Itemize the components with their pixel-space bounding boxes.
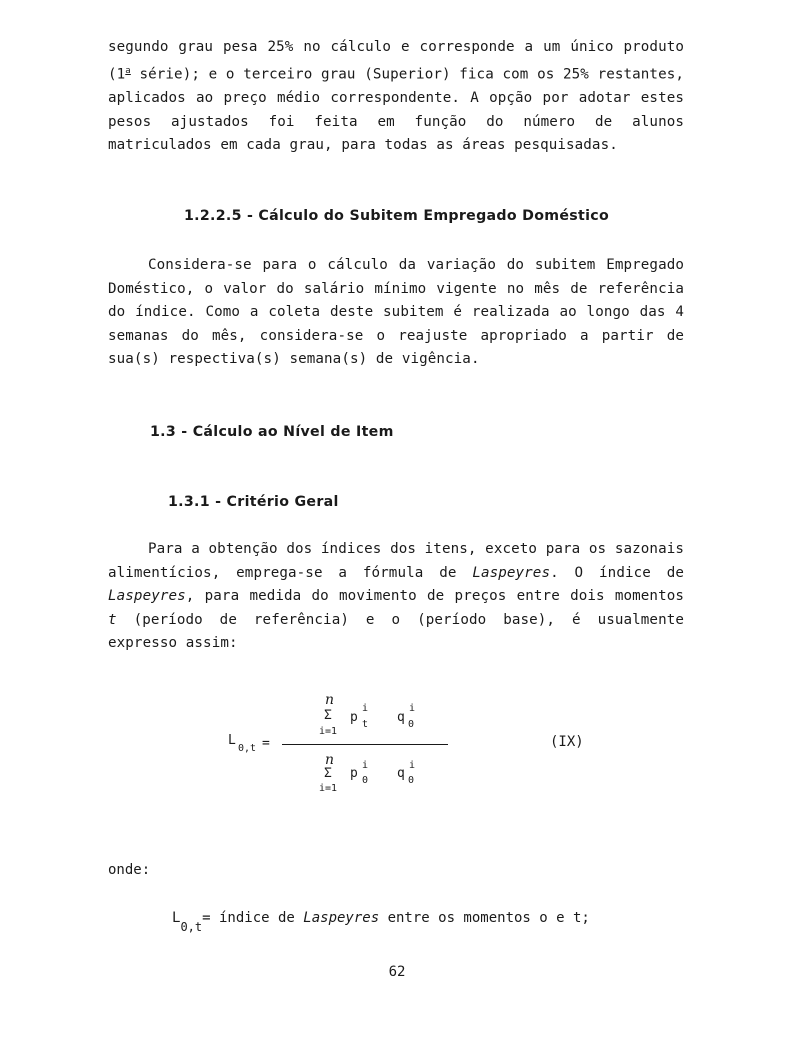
paragraph-text: , para medida do movimento de preços entre dois momentos (185, 588, 684, 605)
paragraph-text: segundo grau pesa 25% no cálculo e corresponde a um único produto (1 (108, 39, 684, 83)
definition-text: = índice de (202, 910, 304, 926)
italic-term: Laspeyres (472, 564, 551, 581)
denominator-upper-limit: n (325, 752, 335, 768)
page-number: 62 (388, 964, 406, 980)
definition-symbol: L (172, 910, 181, 926)
numerator-q-subscript: 0 (408, 719, 415, 730)
paragraph-text: Considera-se para o cálculo da variação do subitem Empregado Doméstico, o valor do salário mínimo vigente no mês de referência do índice. Como a coleta deste subitem é realizada ao longo das 4 semanas do mês, considera-se o reajuste apropriado a partir de sua(s) respectiva(s) semana(s) de vigência. (108, 257, 684, 368)
numerator-lower-limit: i=1 (319, 726, 338, 737)
denominator-p: p (350, 766, 358, 781)
denominator-q-subscript: 0 (408, 775, 415, 786)
numerator-upper-limit: n (325, 692, 335, 708)
definition-laspeyres-index (172, 910, 590, 934)
superscript-ordinal: a (125, 65, 131, 76)
denominator-q: q (397, 766, 405, 781)
numerator-p-superscript: i (362, 703, 369, 714)
section-heading-1-3-1: 1.3.1 - Critério Geral (168, 494, 339, 510)
onde-label: onde: (108, 862, 151, 878)
paragraph-text: Para a obtenção dos índices dos itens, exceto para os sazonais alimentícios, emprega-se a fórmula de (108, 541, 684, 581)
fraction-bar (282, 744, 448, 745)
denominator-p-subscript: 0 (362, 775, 369, 786)
paragraph-text: série); e o terceiro grau (Superior) fica com os 25% restantes, aplicados ao preço médio correspondente. A opção por adotar estes pesos ajustados foi feita em função do número de alunos matriculados em cada grau, para todas as áreas pesquisadas. (108, 66, 684, 154)
denominator-q-superscript: i (409, 760, 416, 771)
paragraph-text: (período de referência) e o (período base), é usualmente expresso assim: (108, 611, 684, 652)
numerator-q-superscript: i (409, 703, 416, 714)
italic-term: Laspeyres (303, 910, 380, 926)
section-heading-1-2-2-5: 1.2.2.5 - Cálculo do Subitem Empregado Doméstico (184, 208, 610, 224)
numerator-p: p (350, 710, 358, 725)
numerator-p-subscript: t (362, 719, 369, 730)
paragraph-text: . O índice de (550, 564, 684, 581)
numerator-q: q (397, 710, 405, 725)
section-heading-1-3: 1.3 - Cálculo ao Nível de Item (150, 424, 394, 440)
formula-equals: = (262, 736, 270, 751)
equation-number: (IX) (550, 734, 584, 750)
definition-text: entre os momentos o e t; (379, 910, 590, 926)
definition-symbol-subscript: 0,t (180, 920, 203, 934)
italic-term: t (108, 611, 117, 628)
italic-term: Laspeyres (108, 588, 186, 605)
formula-lhs-subscript: 0,t (238, 743, 257, 754)
numerator-sigma: Σ (324, 708, 332, 723)
denominator-p-superscript: i (362, 760, 369, 771)
formula-lhs-symbol: L (228, 733, 236, 748)
denominator-lower-limit: i=1 (319, 783, 338, 794)
denominator-sigma: Σ (324, 766, 332, 781)
